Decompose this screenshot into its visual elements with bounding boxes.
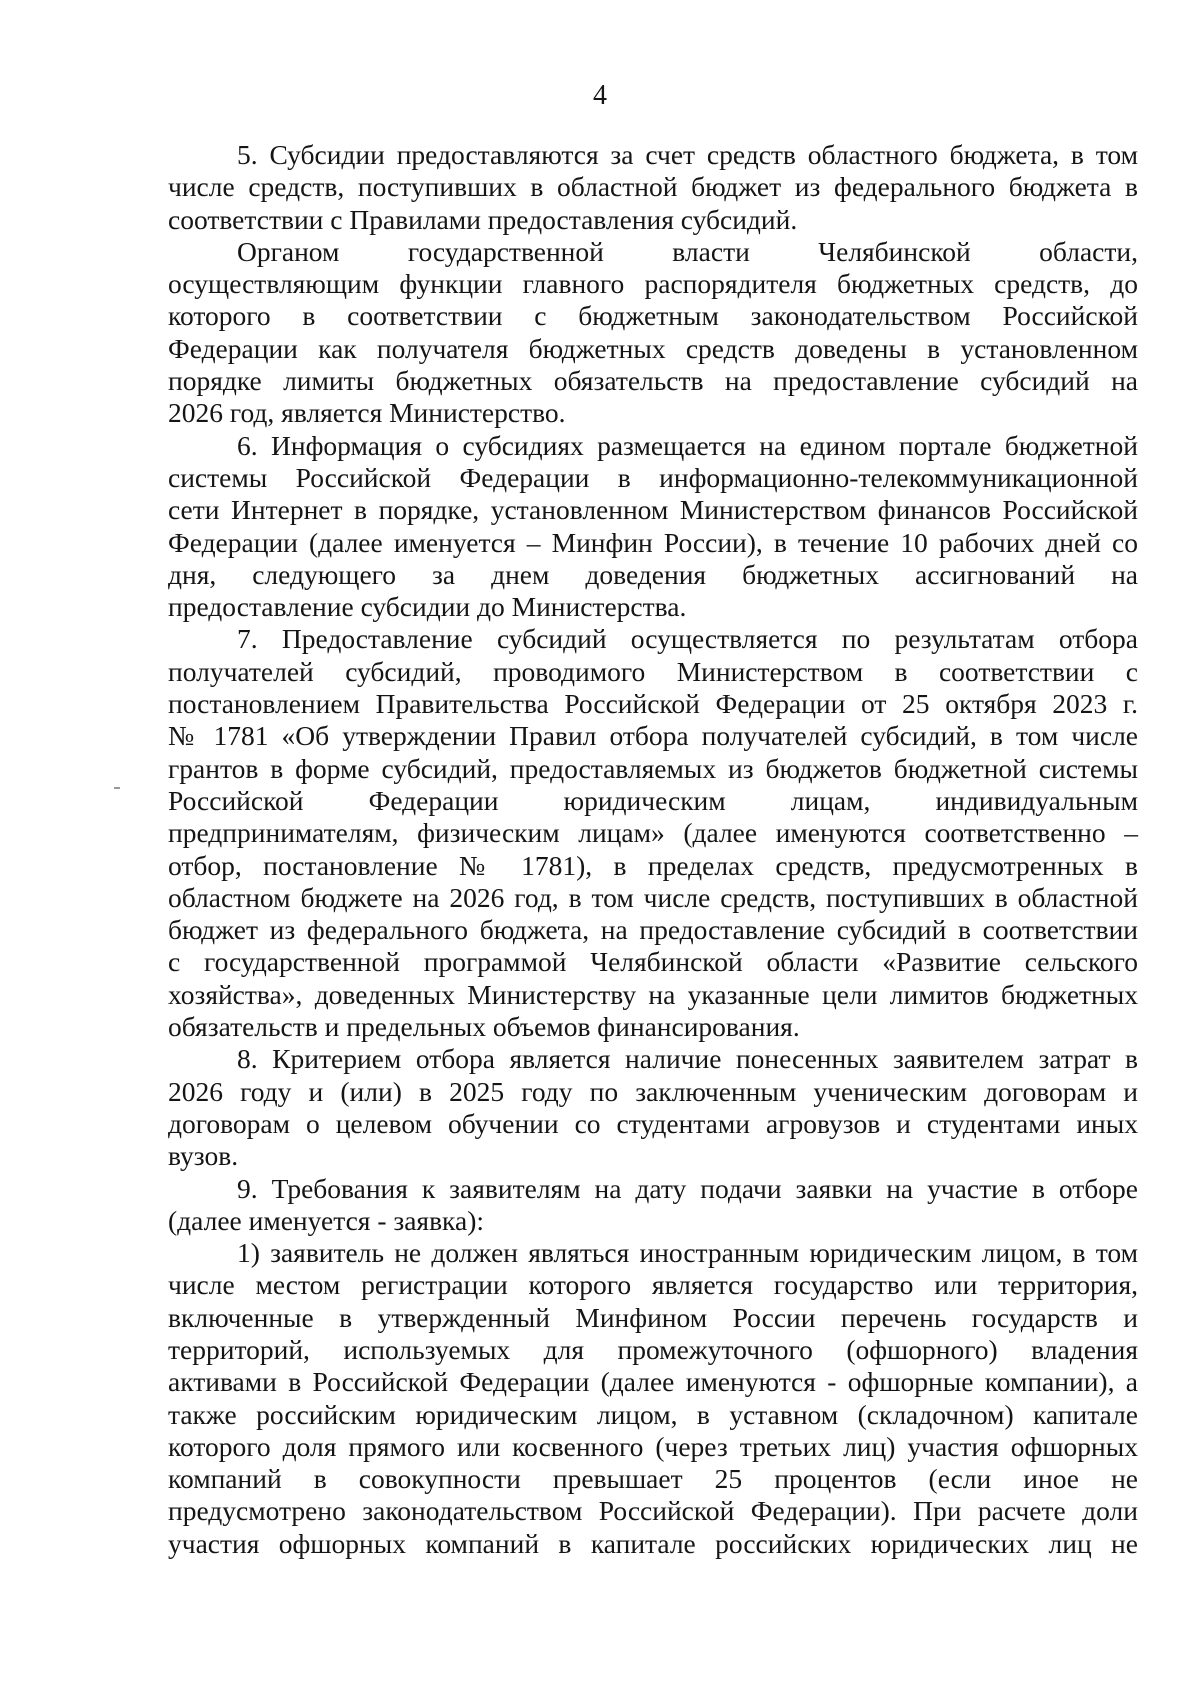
text-line: обязательств и предельных объемов финансирования. [168, 1011, 800, 1043]
text-line: отбор, постановление № 1781), в пределах средств, предусмотренных в [168, 849, 1138, 881]
text-line: порядке лимиты бюджетных обязательств на предоставление субсидий на [168, 365, 1138, 397]
text-line: осуществляющим функции главного распорядителя бюджетных средств, до [168, 268, 1138, 300]
text-line: Российской Федерации юридическим лицам, индивидуальным [168, 784, 1138, 816]
page-number: 4 [593, 80, 607, 111]
text-line: которого доля прямого или косвенного (через третьих лиц) участия офшорных [168, 1430, 1138, 1462]
text-line: 2026 году и (или) в 2025 году по заключенным ученическим договорам и [168, 1075, 1138, 1107]
text-line: участия офшорных компаний в капитале российских юридических лиц не [168, 1527, 1138, 1559]
text-line: 1) заявитель не должен являться иностранным юридическим лицом, в том [237, 1237, 1138, 1269]
text-line: соответствии с Правилами предоставления субсидий. [168, 203, 798, 235]
text-line: дня, следующего за днем доведения бюджетных ассигнований на [168, 558, 1138, 590]
paragraph [168, 1237, 1138, 1560]
text-line: числе средств, поступивших в областной бюджет из федерального бюджета в [168, 171, 1138, 203]
text-line: 7. Предоставление субсидий осуществляется по результатам отбора [237, 623, 1138, 655]
text-line: вузов. [168, 1140, 239, 1172]
text-line: системы Российской Федерации в информационно-телекоммуникационной [168, 461, 1138, 493]
text-line: с государственной программой Челябинской области «Развитие сельского [168, 946, 1138, 978]
text-line: 2026 год, является Министерство. [168, 397, 566, 429]
text-line: бюджет из федерального бюджета, на предоставление субсидий в соответствии [168, 914, 1138, 946]
document-body [168, 139, 1138, 1560]
text-line: Федерации (далее именуется – Минфин России), в течение 10 рабочих дней со [168, 526, 1138, 558]
text-line: получателей субсидий, проводимого Министерством в соответствии с [168, 655, 1138, 687]
paragraph [168, 1043, 1138, 1172]
text-line: предоставление субсидии до Министерства. [168, 591, 687, 623]
text-line: Федерации как получателя бюджетных средств доведены в установленном [168, 332, 1138, 364]
text-line: постановлением Правительства Российской Федерации от 25 октября 2023 г. [168, 688, 1138, 720]
text-line: 6. Информация о субсидиях размещается на едином портале бюджетной [237, 429, 1138, 461]
paragraph [168, 623, 1138, 1043]
text-line: 9. Требования к заявителям на дату подачи заявки на участие в отборе [237, 1172, 1138, 1204]
text-line: также российским юридическим лицом, в уставном (складочном) капитале [168, 1398, 1138, 1430]
paragraph [168, 139, 1138, 236]
text-line: (далее именуется - заявка): [168, 1204, 485, 1236]
text-line: договорам о целевом обучении со студентами агровузов и студентами иных [168, 1107, 1138, 1139]
text-line: предпринимателям, физическим лицам» (далее именуются соответственно – [168, 817, 1138, 849]
text-line: № 1781 «Об утверждении Правил отбора получателей субсидий, в том числе [168, 720, 1138, 752]
text-line: предусмотрено законодательством Российской Федерации). При расчете доли [168, 1495, 1138, 1527]
text-line: территорий, используемых для промежуточного (офшорного) владения [168, 1333, 1138, 1365]
text-line: хозяйства», доведенных Министерству на указанные цели лимитов бюджетных [168, 978, 1138, 1010]
paragraph [168, 430, 1138, 624]
text-line: грантов в форме субсидий, предоставляемых из бюджетов бюджетной системы [168, 752, 1138, 784]
text-line: Органом государственной власти Челябинской области, [237, 235, 1138, 267]
text-line: компаний в совокупности превышает 25 процентов (если иное не [168, 1463, 1138, 1495]
text-line: которого в соответствии с бюджетным законодательством Российской [168, 300, 1138, 332]
margin-mark [114, 787, 120, 789]
text-line: активами в Российской Федерации (далее именуются - офшорные компании), а [168, 1366, 1138, 1398]
text-line: 8. Критерием отбора является наличие понесенных заявителем затрат в [237, 1043, 1138, 1075]
paragraph [168, 1173, 1138, 1238]
text-line: сети Интернет в порядке, установленном Министерством финансов Российской [168, 494, 1138, 526]
paragraph [168, 236, 1138, 430]
text-line: включенные в утвержденный Минфином России перечень государств и [168, 1301, 1138, 1333]
text-line: 5. Субсидии предоставляются за счет средств областного бюджета, в том [237, 139, 1138, 170]
text-line: числе местом регистрации которого является государство или территория, [168, 1269, 1138, 1301]
text-line: областном бюджете на 2026 год, в том числе средств, поступивших в областной [168, 881, 1138, 913]
